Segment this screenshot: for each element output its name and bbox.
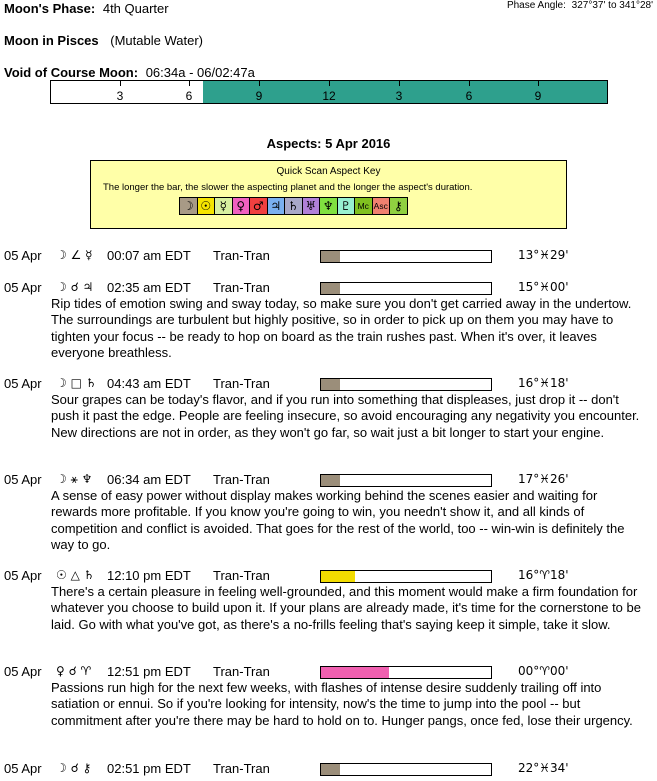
jupiter-icon: ♃ xyxy=(267,197,286,215)
aspect-type: Tran-Tran xyxy=(213,376,270,391)
aspect-type: Tran-Tran xyxy=(213,568,270,583)
timeline-tick xyxy=(189,81,190,86)
timeline-tick xyxy=(259,81,260,86)
aspect-symbols: ☉ △ ♄ xyxy=(56,568,95,582)
aspect-key-icons xyxy=(179,197,407,215)
aspect-duration-bar xyxy=(320,250,492,263)
aspect-duration-fill xyxy=(321,667,389,678)
timeline-tick-label: 9 xyxy=(534,89,542,103)
aspect-time: 00:07 am EDT xyxy=(107,248,191,263)
timeline-tick xyxy=(329,81,330,86)
aspect-position: 17°♓26' xyxy=(518,472,569,486)
aspect-duration-bar xyxy=(320,570,492,583)
moon-sign-detail: (Mutable Water) xyxy=(110,33,203,48)
aspect-description: Sour grapes can be today's flavor, and if you run into something that displeases, just drop it -- don't push it past the edge. People are feeling insecure, so avoid encouraging any negativity you encounter. New directions are not in order, as they won't go far, so wait just a bit longer to start your engine. xyxy=(51,392,640,440)
aspect-symbols: ☽ □ ♄ xyxy=(56,376,97,390)
aspect-duration-fill xyxy=(321,251,340,262)
aspect-description: Passions run high for the next few weeks, with flashes of intense desire suddenly trailing off into satiation or ennui. So if you're looking for intensity, now's the time to jump into the pool -- but commitment after you're there may be hard to hold on to. Hunger pangs, once fed, lose their urgency. xyxy=(51,680,633,728)
aspects-title: Aspects: 5 Apr 2016 xyxy=(266,136,391,151)
aspect-position: 22°♓34' xyxy=(518,761,569,775)
aspect-description: A sense of easy power without display makes working behind the scenes easier and waiting for rewards more profitable. If you know you're going to win, you needn't show it, and all kinds of competition and conflict is avoided. That goes for the rest of the world, too -- win-win is definitely the way to go. xyxy=(51,488,625,552)
voc-timeline-fill xyxy=(203,81,607,103)
aspect-type: Tran-Tran xyxy=(213,761,270,776)
aspect-date: 05 Apr xyxy=(4,568,42,583)
midheaven-label: Mc xyxy=(354,197,373,215)
phase-angle-value: 327°37' to 341°28' xyxy=(571,0,653,11)
timeline-tick xyxy=(469,81,470,86)
aspect-symbols: ☽ ∠ ☿ xyxy=(56,248,93,262)
timeline-tick xyxy=(538,81,539,86)
aspect-symbols: ☽ ⚹ ♆ xyxy=(56,472,93,486)
sun-icon: ☉ xyxy=(197,197,216,215)
aspect-duration-fill xyxy=(321,571,355,582)
aspect-type: Tran-Tran xyxy=(213,664,270,679)
venus-icon: ♀ xyxy=(232,197,251,215)
mars-icon: ♂ xyxy=(249,197,268,215)
aspect-description: Rip tides of emotion swing and sway today, so make sure you don't get carried away in the undertow. The surroundings are turbulent but highly positive, so in order to pick up on them you may have to tighten your focus -- be ready to hop on board as the train rushes past. When it's over, it leaves everyone breathless. xyxy=(51,296,632,360)
moon-sign xyxy=(4,33,203,48)
aspect-type: Tran-Tran xyxy=(213,280,270,295)
phase-angle-label: Phase Angle: xyxy=(506,0,566,11)
chiron-icon: ⚷ xyxy=(389,197,408,215)
timeline-tick-label: 3 xyxy=(395,89,403,103)
timeline-tick-label: 6 xyxy=(185,89,193,103)
aspect-time: 02:51 pm EDT xyxy=(107,761,191,776)
aspect-symbols: ♀ ☌ ♈ xyxy=(56,664,92,678)
aspect-time: 06:34 am EDT xyxy=(107,472,191,487)
aspect-duration-bar xyxy=(320,763,492,776)
timeline-tick-label: 9 xyxy=(255,89,263,103)
timeline-tick-label: 12 xyxy=(322,89,336,103)
moon-phase-value: 4th Quarter xyxy=(102,1,169,16)
moon-icon: ☽ xyxy=(179,197,198,215)
aspect-position: 00°♈00' xyxy=(518,664,569,678)
aspect-duration-bar xyxy=(320,666,492,679)
aspect-date: 05 Apr xyxy=(4,761,42,776)
aspect-date: 05 Apr xyxy=(4,472,42,487)
aspect-key-description: The longer the bar, the slower the aspecting planet and the longer the aspect's duration. xyxy=(103,182,473,193)
aspect-position: 15°♓00' xyxy=(518,280,569,294)
aspect-duration-fill xyxy=(321,475,340,486)
aspect-date: 05 Apr xyxy=(4,248,42,263)
timeline-tick xyxy=(120,81,121,86)
aspect-duration-bar xyxy=(320,474,492,487)
aspect-date: 05 Apr xyxy=(4,376,42,391)
aspect-time: 12:51 pm EDT xyxy=(107,664,191,679)
aspect-symbols: ☽ ☌ ♃ xyxy=(56,280,94,294)
moon-phase-label: Moon's Phase: xyxy=(4,1,96,16)
aspect-position: 16°♓18' xyxy=(518,376,569,390)
phase-angle xyxy=(507,0,653,11)
aspect-position: 13°♓29' xyxy=(518,248,569,262)
moon-phase xyxy=(4,1,169,16)
uranus-icon: ♅ xyxy=(302,197,321,215)
aspect-type: Tran-Tran xyxy=(213,472,270,487)
mercury-icon: ☿ xyxy=(214,197,233,215)
ascendant-label: Asc xyxy=(372,197,391,215)
aspect-position: 16°♈18' xyxy=(518,568,569,582)
void-of-course xyxy=(4,65,255,80)
aspect-key xyxy=(90,160,567,229)
aspect-duration-fill xyxy=(321,764,340,775)
aspect-symbols: ☽ ☌ ⚷ xyxy=(56,761,92,775)
aspect-type: Tran-Tran xyxy=(213,248,270,263)
neptune-icon: ♆ xyxy=(319,197,338,215)
aspect-key-title: Quick Scan Aspect Key xyxy=(276,166,381,177)
aspect-time: 12:10 pm EDT xyxy=(107,568,191,583)
timeline-tick-label: 6 xyxy=(465,89,473,103)
aspect-date: 05 Apr xyxy=(4,280,42,295)
pluto-icon: ♇ xyxy=(337,197,356,215)
voc-label: Void of Course Moon: xyxy=(4,65,139,80)
moon-sign-label: Moon in Pisces xyxy=(4,33,99,48)
aspect-duration-bar xyxy=(320,378,492,391)
aspect-duration-fill xyxy=(321,379,340,390)
aspect-time: 04:43 am EDT xyxy=(107,376,191,391)
aspect-time: 02:35 am EDT xyxy=(107,280,191,295)
timeline-tick-label: 3 xyxy=(116,89,124,103)
aspect-description: There's a certain pleasure in feeling well-grounded, and this moment would make a firm foundation for whatever you choose to build upon it. If your plans are already made, it's time for the cornerstone to be laid. Go with what you've got, as there's a no-frills feeling that's saying keep it simple, take it slow. xyxy=(51,584,641,632)
aspect-duration-bar xyxy=(320,282,492,295)
voc-value: 06:34a - 06/02:47a xyxy=(145,65,255,80)
saturn-icon: ♄ xyxy=(284,197,303,215)
timeline-tick xyxy=(399,81,400,86)
aspect-duration-fill xyxy=(321,283,340,294)
aspect-date: 05 Apr xyxy=(4,664,42,679)
voc-timeline xyxy=(50,80,608,104)
